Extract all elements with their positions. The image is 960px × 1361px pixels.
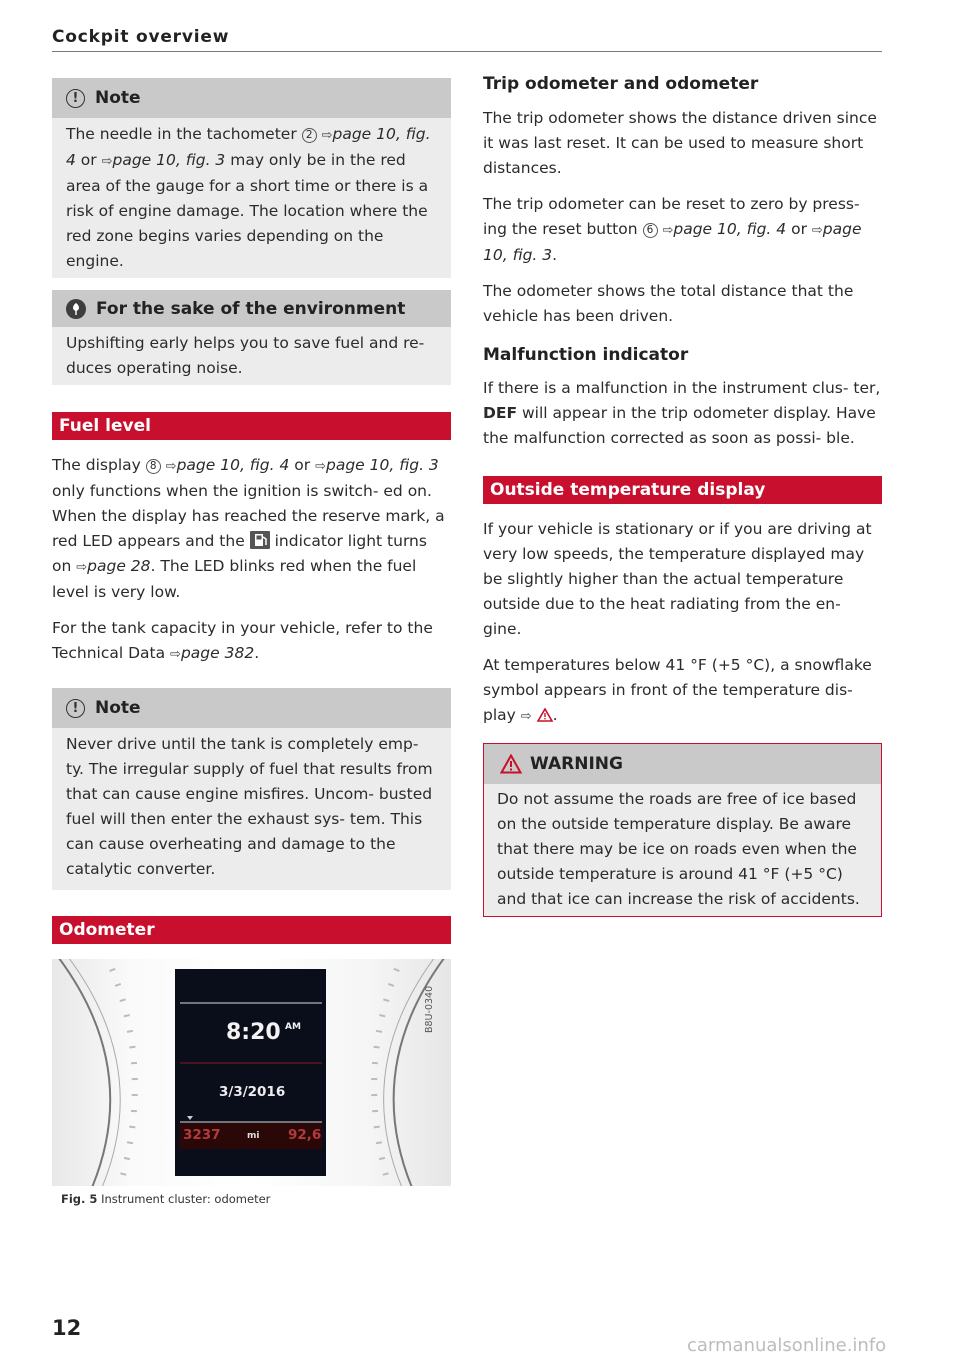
left-column — [52, 78, 451, 1212]
section-heading-odometer: Odometer — [52, 916, 451, 944]
page-reference-link[interactable]: page 10, fig. 3 — [326, 456, 439, 474]
heading-malfunction-indicator: Malfunction indicator — [483, 345, 689, 365]
exclamation-icon: ! — [66, 699, 85, 718]
exclamation-icon: ! — [66, 89, 85, 108]
fuel-pump-icon — [250, 531, 270, 549]
clock-ampm: AM — [285, 1022, 301, 1032]
note-text-2: may only be in the red area of the gauge for a short time or there is a risk of engine damage. The location where the red zone begins varies depending on the engine. — [66, 151, 429, 270]
page-number: 12 — [52, 1316, 82, 1340]
instrument-cluster-image — [52, 959, 451, 1186]
trip-odometer-value: 3237 — [183, 1127, 221, 1143]
environment-body — [52, 327, 451, 385]
page-header-title: Cockpit overview — [52, 27, 230, 47]
note-box-fuel — [52, 688, 451, 890]
note-body — [52, 728, 451, 890]
clock-time: 8:20 — [226, 1020, 281, 1045]
fuel-text-3: indicator light turns on — [52, 532, 427, 575]
arrow-icon: ⇨ — [520, 709, 532, 724]
warning-triangle-icon — [500, 754, 522, 774]
page-reference-link[interactable]: page 10, fig. 3 — [483, 220, 862, 264]
warning-title: WARNING — [530, 754, 623, 774]
fuel-text-1: The display — [52, 456, 141, 474]
display-date: 3/3/2016 — [219, 1084, 286, 1100]
callout-number: 6 — [643, 223, 658, 238]
warning-header — [484, 744, 881, 784]
callout-number: 8 — [146, 459, 161, 474]
arrow-icon: ⇨ — [662, 223, 674, 238]
warning-triangle-icon — [537, 705, 553, 730]
figure-code: B8U-0340 — [424, 985, 435, 1033]
malfunction-paragraph — [483, 376, 882, 451]
def-indicator: DEF — [483, 404, 518, 422]
trip-text-2: . — [552, 246, 558, 264]
environment-icon — [66, 299, 86, 319]
page-reference-link[interactable]: page 28 — [87, 557, 151, 575]
environment-header — [52, 290, 451, 327]
fuel-text-4: . The LED blinks red when the fuel level is very low. — [52, 557, 417, 601]
environment-box — [52, 290, 451, 385]
environment-title: For the sake of the environment — [96, 298, 406, 319]
fuel-text-6: . — [254, 644, 260, 662]
outside-text-end: . — [552, 706, 558, 724]
trip-paragraph-3: The odometer shows the total distance that the vehicle has been driven. — [483, 282, 854, 325]
page-reference-link[interactable]: page 10, fig. 4 — [673, 220, 787, 238]
note-header — [52, 78, 451, 118]
figure-instrument-cluster — [52, 959, 451, 1212]
trip-or: or — [786, 220, 807, 238]
arrow-icon: ⇨ — [76, 560, 88, 575]
page-reference-link[interactable]: page 10, fig. 4 — [66, 125, 431, 169]
arrow-icon: ⇨ — [321, 128, 333, 143]
caption-label: Fig. 5 — [61, 1192, 98, 1206]
caption-text: Instrument cluster: odometer — [101, 1192, 271, 1206]
page-reference-link[interactable]: page 10, fig. 3 — [112, 151, 226, 169]
arrow-icon: ⇨ — [811, 223, 823, 238]
fuel-or: or — [289, 456, 316, 474]
fuel-paragraph — [52, 453, 451, 605]
note-or: or — [75, 151, 102, 169]
section-heading-fuel-level: Fuel level — [52, 412, 451, 440]
total-odometer-value: 92,6 — [288, 1127, 322, 1143]
note-header — [52, 688, 451, 728]
tank-capacity-paragraph — [52, 616, 451, 667]
outside-paragraph-1: If your vehicle is stationary or if you are driving at very low speeds, the temperature displayed may be slightly higher than the actual temperature outside due to the heat radiating from the en- gine. — [483, 520, 872, 638]
malfunction-text-2: will appear in the trip odometer display. Have the malfunction corrected as soon as possi- ble. — [483, 404, 876, 447]
fuel-text-5: For the tank capacity in your vehicle, refer to the Technical Data — [52, 619, 433, 662]
note-box-tachometer — [52, 78, 451, 278]
malfunction-text-1: If there is a malfunction in the instrument clus- ter, — [483, 379, 881, 397]
trip-paragraph-1: The trip odometer shows the distance driven since it was last reset. It can be used to measure short distances. — [483, 109, 877, 177]
trip-text-1: The trip odometer can be reset to zero by press- ing the reset button — [483, 195, 860, 238]
figure-caption — [52, 1186, 451, 1212]
warning-text: Do not assume the roads are free of ice based on the outside temperature display. Be aware that there may be ice on roads even when the outside temperature is around 41 °F (+5 °C) and that ice can increase the risk of accidents. — [497, 790, 860, 908]
callout-number: 2 — [302, 128, 317, 143]
page-reference-link[interactable]: page 10, fig. 4 — [176, 456, 290, 474]
warning-box — [483, 743, 882, 917]
footer-logo: carmanualsonline.info — [687, 1335, 887, 1356]
note-title: Note — [95, 698, 141, 718]
heading-trip-odometer: Trip odometer and odometer — [483, 74, 759, 94]
right-column — [483, 74, 882, 917]
warning-body — [484, 784, 881, 916]
note-title: Note — [95, 88, 141, 108]
arrow-icon: ⇨ — [315, 459, 326, 474]
fuel-text-2: only functions when the ignition is switch- ed on. When the display has reached the reserve mark, a red LED appears and the — [52, 482, 445, 550]
outside-text: At temperatures below 41 °F (+5 °C), a snowflake symbol appears in front of the temperature dis- play — [483, 656, 872, 724]
arrow-icon: ⇨ — [165, 459, 177, 474]
note-text-1: The needle in the tachometer — [66, 125, 297, 143]
note-text: Never drive until the tank is completely emp- ty. The irregular supply of fuel that results from that can cause engine misfires. Uncom- busted fuel will then enter the exhaust sys- tem. This can cause overheating and damage to the catalytic converter. — [66, 735, 433, 878]
outside-paragraph-2 — [483, 653, 882, 730]
environment-text: Upshifting early helps you to save fuel and re- duces operating noise. — [66, 334, 425, 377]
arrow-icon: ⇨ — [170, 647, 181, 662]
trip-paragraph-2 — [483, 192, 882, 268]
header-divider — [52, 51, 882, 52]
page-reference-link[interactable]: page 382 — [180, 644, 255, 662]
note-body — [52, 118, 451, 278]
distance-unit: mi — [247, 1131, 260, 1141]
arrow-icon: ⇨ — [101, 154, 113, 169]
section-heading-outside-temperature: Outside temperature display — [483, 476, 882, 504]
